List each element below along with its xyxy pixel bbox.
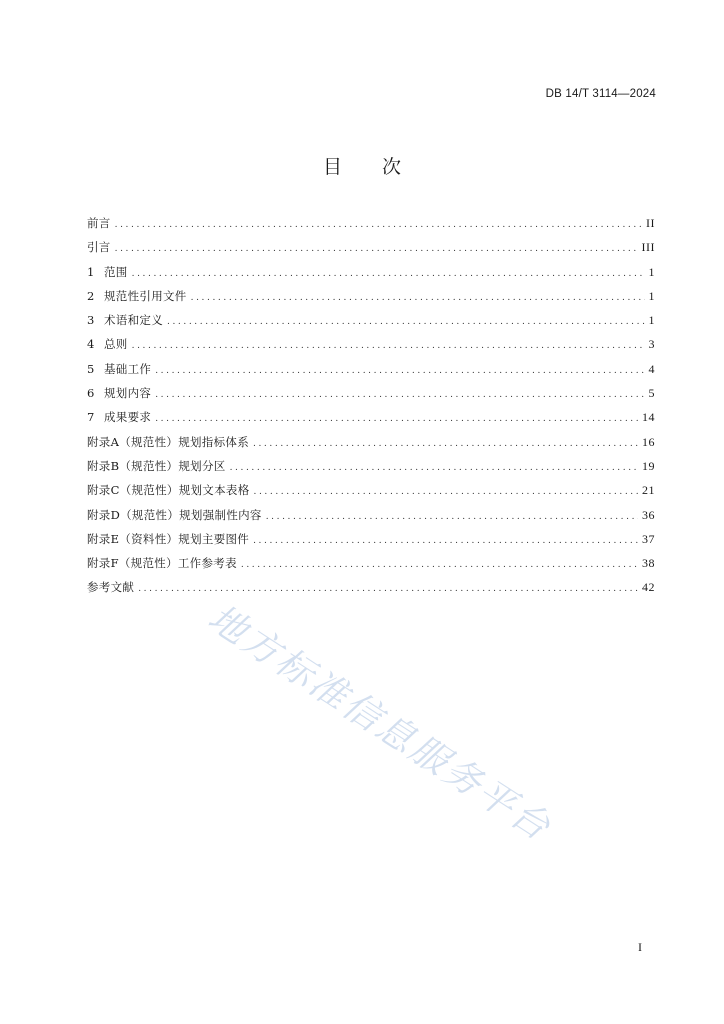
toc-entry-page: 37 [642,531,655,546]
toc-entry-number: 5 [87,361,95,376]
toc-entry-number: 1 [87,264,95,279]
toc-entry-label: 附录D（规范性）规划强制性内容 [87,507,262,522]
toc-entry[interactable] [87,454,655,478]
toc-entry[interactable] [87,575,655,599]
toc-entry-label: 参考文献 [87,580,135,595]
toc-entry-label: 附录A（规范性）规划指标体系 [87,434,250,449]
toc-entry[interactable] [87,405,655,429]
toc-entry[interactable] [87,211,655,235]
toc-leader-dots [132,262,645,286]
toc-entry-label: 前言 [87,216,111,230]
toc-entry-page: 5 [648,386,655,401]
toc-entry-page: 1 [648,288,655,303]
toc-entry[interactable] [87,430,655,454]
toc-entry[interactable] [87,308,655,332]
toc-entry-label: 附录E（资料性）规划主要图件 [87,531,250,546]
toc-entry-page: 1 [648,313,655,328]
toc-entry-page: 38 [642,556,655,571]
toc-leader-dots [241,553,638,577]
toc-entry-page: 36 [642,507,655,522]
toc-entry[interactable] [87,381,655,405]
table-of-contents [87,211,655,600]
title-char-1: 目 [322,156,342,178]
toc-leader-dots [155,383,644,407]
toc-entry-page: 16 [642,434,655,449]
standard-code: DB 14/T 3114—2024 [545,88,656,100]
toc-entry-label: 附录F（规范性）工作参考表 [87,556,237,571]
toc-leader-dots [230,456,638,480]
toc-entry-label: 附录B（规范性）规划分区 [87,458,226,473]
toc-entry-label: 基础工作 [104,361,152,376]
toc-entry[interactable] [87,235,655,259]
toc-entry[interactable] [87,478,655,502]
toc-leader-dots [155,359,644,383]
toc-entry-page: III [641,240,655,255]
toc-entry-label: 总则 [104,337,128,352]
toc-entry-page: 1 [648,264,655,279]
toc-entry-page: II [646,216,655,230]
toc-entry-page: 3 [648,337,655,352]
toc-entry-number: 2 [87,288,95,303]
page-title [0,152,724,179]
toc-entry-number: 6 [87,386,95,401]
page-number: I [638,940,642,954]
toc-leader-dots [167,310,645,334]
toc-entry[interactable] [87,260,655,284]
title-char-2: 次 [382,156,402,178]
toc-entry[interactable] [87,551,655,575]
toc-entry-label: 附录C（规范性）规划文本表格 [87,483,250,498]
toc-leader-dots [115,237,638,261]
toc-entry-label: 范围 [104,264,128,279]
toc-leader-dots [253,432,638,456]
toc-entry-label: 规划内容 [104,386,152,401]
toc-leader-dots [115,213,642,237]
toc-entry[interactable] [87,284,655,308]
toc-entry-label: 成果要求 [104,410,152,425]
toc-entry-label: 引言 [87,240,111,255]
toc-leader-dots [253,529,638,553]
toc-entry-page: 42 [642,580,655,595]
toc-leader-dots [254,480,639,504]
toc-leader-dots [138,577,638,601]
toc-leader-dots [155,407,638,431]
watermark: 地方标准信息服务平台 [200,595,560,850]
toc-entry[interactable] [87,357,655,381]
toc-entry-page: 4 [648,361,655,376]
toc-entry-page: 21 [642,483,655,498]
toc-entry[interactable] [87,503,655,527]
toc-leader-dots [132,334,645,358]
toc-entry-page: 19 [642,458,655,473]
toc-entry[interactable] [87,332,655,356]
toc-entry-label: 术语和定义 [104,313,163,328]
toc-entry-page: 14 [642,410,655,425]
toc-entry-label: 规范性引用文件 [104,288,187,303]
toc-leader-dots [266,505,638,529]
toc-entry-number: 7 [87,410,95,425]
toc-entry-number: 4 [87,337,95,352]
toc-entry-number: 3 [87,313,95,328]
toc-leader-dots [191,286,645,310]
toc-entry[interactable] [87,527,655,551]
